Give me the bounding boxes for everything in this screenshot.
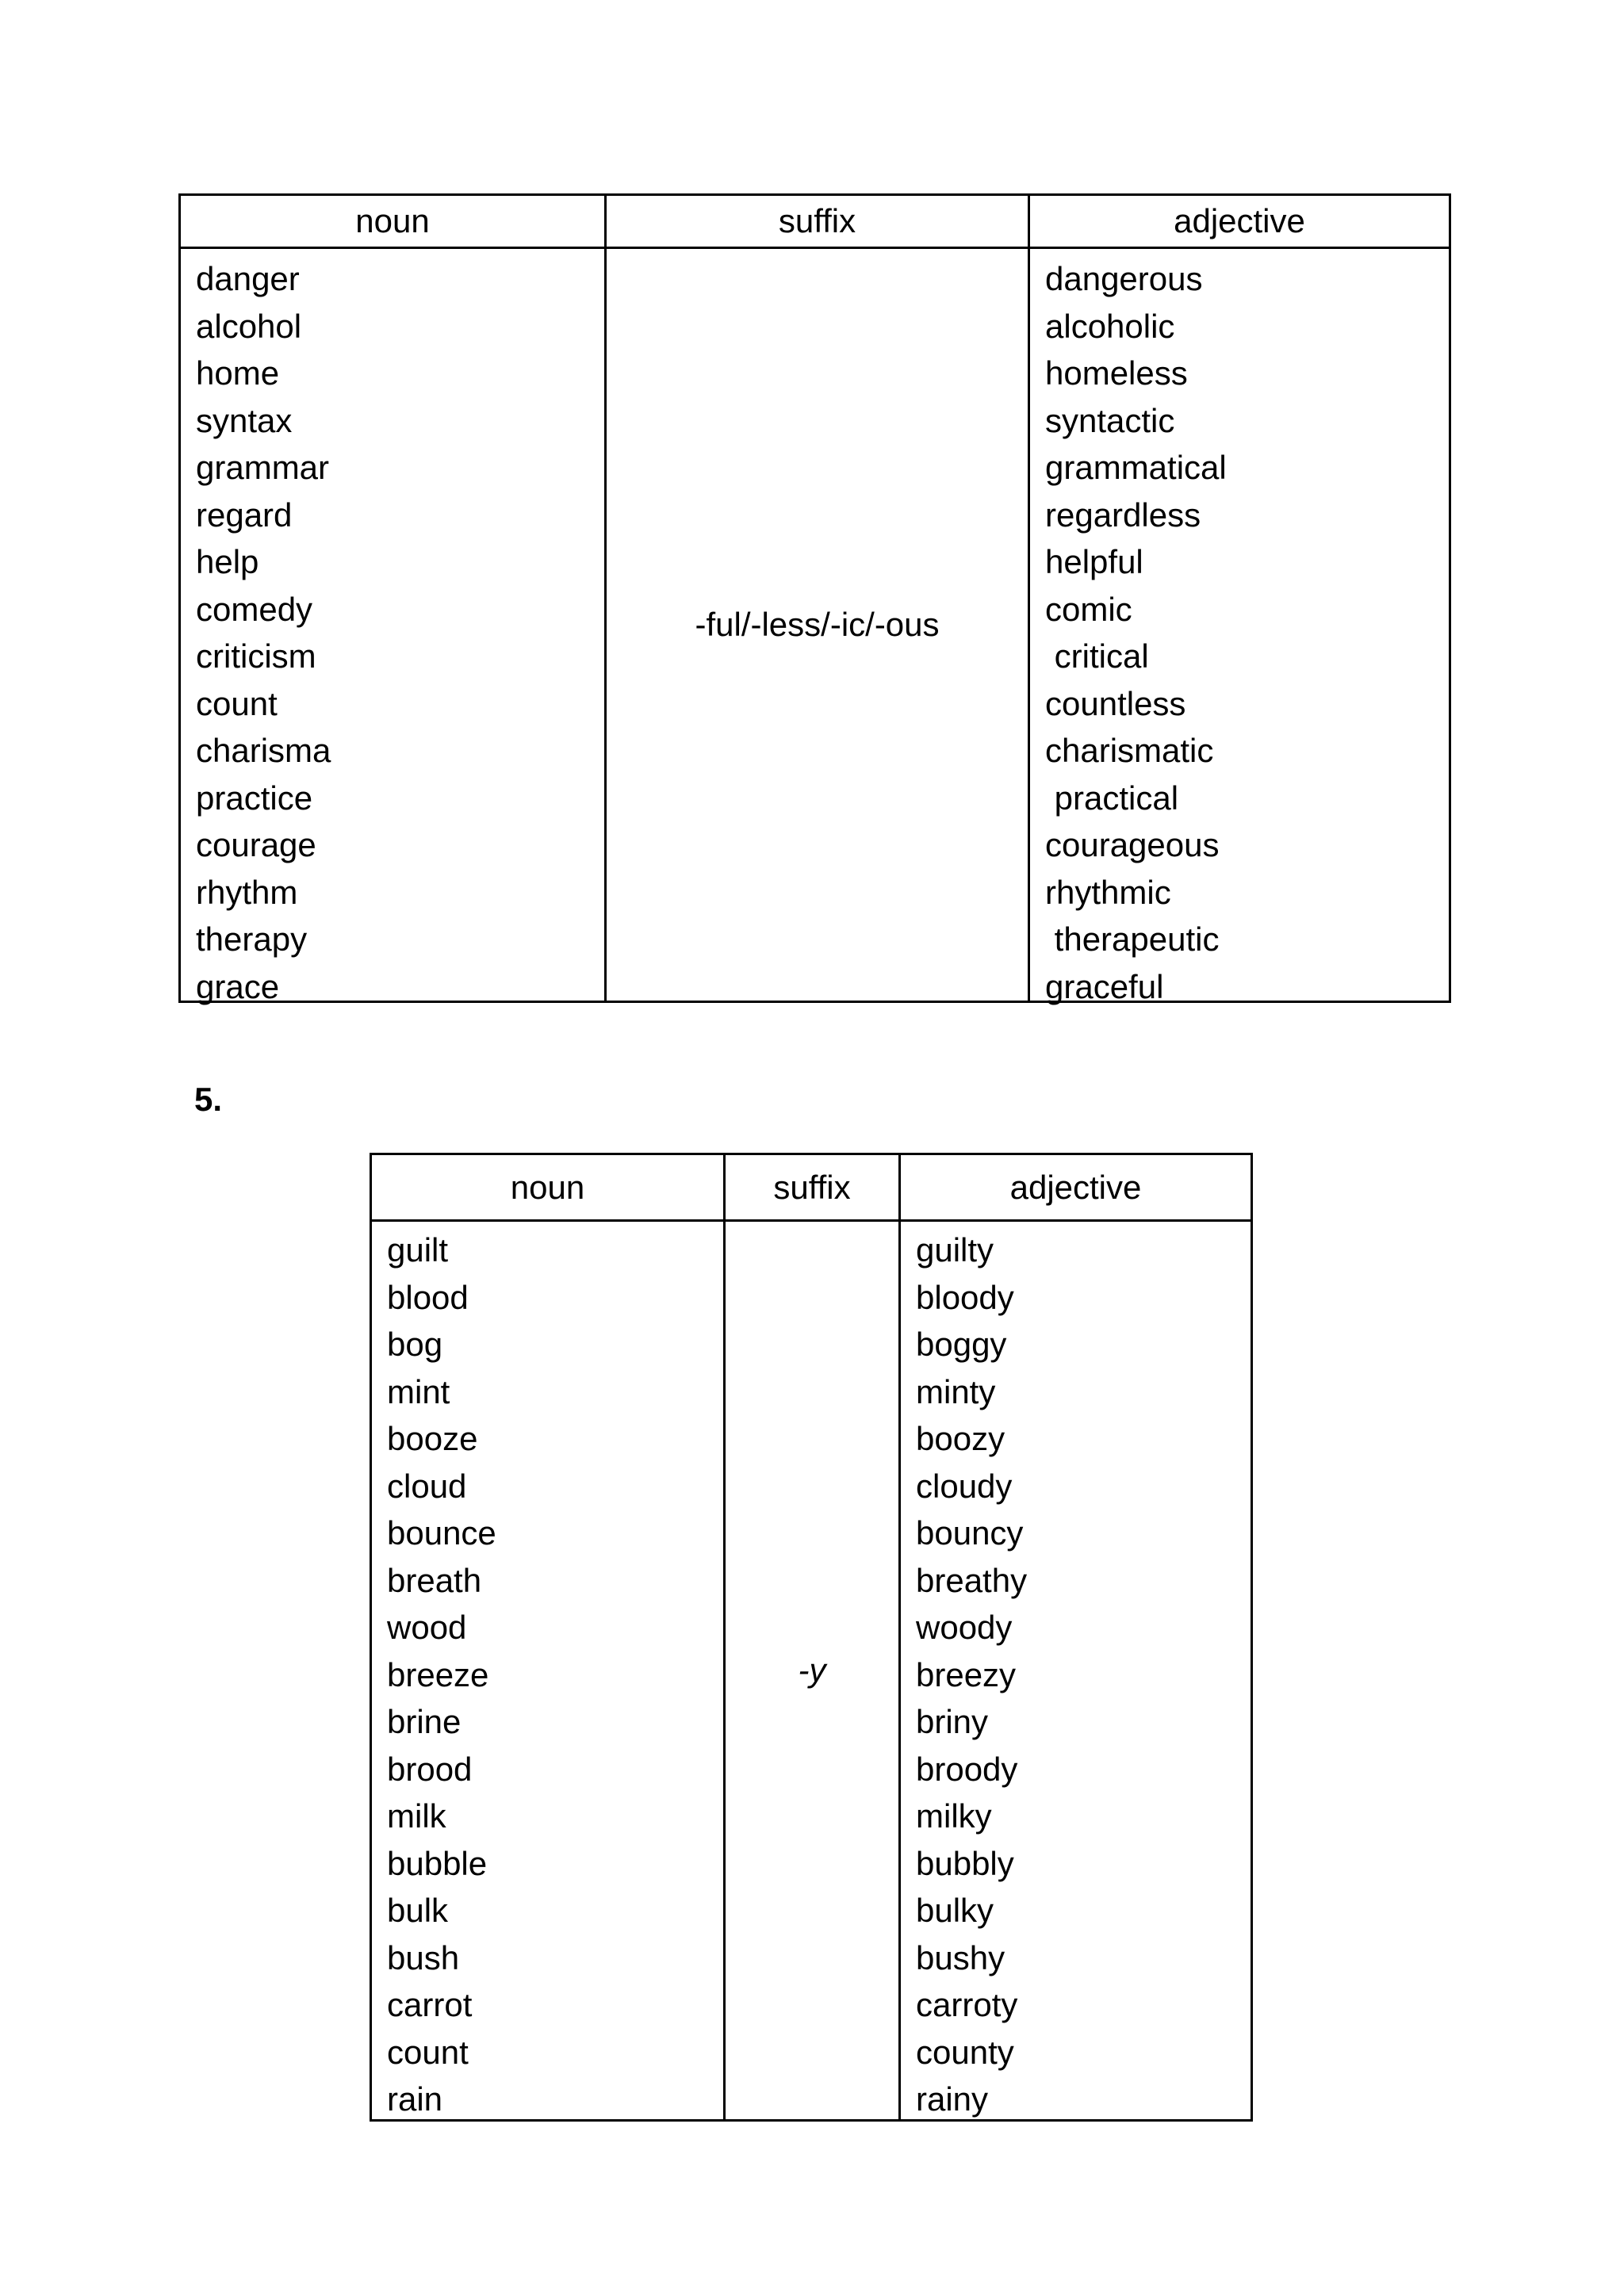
list-item: criticism [196,637,316,675]
list-item: home [196,354,280,392]
list-item: wood [387,1609,467,1646]
list-item: boozy [916,1420,1005,1457]
list-item: countless [1045,684,1186,722]
list-item: bubble [387,1844,488,1882]
list-item: helpful [1045,543,1143,580]
list-item: therapeutic [1045,920,1220,958]
list-item: brood [387,1750,473,1788]
table-suffix-y [370,1153,1253,2122]
list-item: regard [196,496,293,534]
suffix-column [604,249,1028,1001]
adjective-list [1030,249,1449,1010]
header-adjective: adjective [898,1155,1251,1219]
list-item: breathy [916,1561,1028,1599]
list-item: breezy [916,1655,1017,1693]
list-item: breeze [387,1655,489,1693]
list-item: woody [916,1609,1013,1646]
adjective-column [1028,249,1449,1005]
list-item: carroty [916,1986,1018,2023]
list-item: booze [387,1420,478,1457]
list-item: bulk [387,1892,449,1929]
adjective-column [898,1222,1251,2119]
list-item: critical [1045,637,1149,675]
list-item: dangerous [1045,260,1203,297]
list-item: alcoholic [1045,307,1175,345]
list-item: regardless [1045,496,1201,534]
list-item: cloudy [916,1467,1013,1505]
list-item: county [916,2033,1014,2071]
list-item: courageous [1045,826,1220,863]
list-item: bulky [916,1892,994,1929]
header-suffix: suffix [604,196,1028,247]
list-item: minty [916,1372,996,1410]
table-header-row [372,1155,1251,1222]
suffix-label: -ful/-less/-ic/-ous [695,606,940,643]
list-item: charisma [196,732,331,769]
list-item: rhythmic [1045,873,1171,911]
noun-column [372,1222,723,2119]
list-item: guilt [387,1231,449,1269]
list-item: milky [916,1797,992,1835]
header-adjective: adjective [1028,196,1449,247]
list-item: count [387,2033,469,2071]
list-item: grace [196,967,280,1005]
list-item: blood [387,1278,469,1316]
list-item: comedy [196,590,313,628]
header-suffix: suffix [723,1155,898,1219]
list-item: brine [387,1703,462,1740]
list-item: rain [387,2080,443,2118]
list-item: broody [916,1750,1018,1788]
list-item: count [196,684,278,722]
list-item: graceful [1045,967,1164,1005]
list-item: bounce [387,1514,496,1552]
list-item: breath [387,1561,482,1599]
list-item: carrot [387,1986,473,2023]
list-item: mint [387,1372,450,1410]
list-item: boggy [916,1326,1007,1363]
list-item: grammatical [1045,449,1227,486]
header-noun: noun [355,202,430,239]
list-item: bog [387,1326,443,1363]
table-body-row [181,249,1449,1005]
list-item: bouncy [916,1514,1024,1552]
suffix-label: -y [798,1651,826,1689]
list-item: homeless [1045,354,1188,392]
list-item: briny [916,1703,989,1740]
list-item: alcohol [196,307,302,345]
section-number: 5. [194,1081,223,1118]
list-item: milk [387,1797,446,1835]
list-item: cloud [387,1467,467,1505]
list-item: therapy [196,920,308,958]
list-item: comic [1045,590,1132,628]
list-item: grammar [196,449,330,486]
list-item: syntax [196,401,293,439]
list-item: rhythm [196,873,298,911]
table-header-row [181,196,1449,249]
list-item: bubbly [916,1844,1014,1882]
list-item: bush [387,1938,460,1976]
table-body-row [372,1222,1251,2119]
noun-list [181,249,604,1010]
list-item: bushy [916,1938,1005,1976]
list-item: practice [196,779,313,817]
list-item: practical [1045,779,1179,817]
adjective-list [901,1222,1251,2123]
noun-column [181,249,604,1005]
list-item: help [196,543,259,580]
list-item: danger [196,260,300,297]
suffix-column [723,1222,898,2119]
list-item: courage [196,826,316,863]
list-item: charismatic [1045,732,1214,769]
list-item: rainy [916,2080,989,2118]
list-item: bloody [916,1278,1014,1316]
table-suffix-ful-less-ic-ous [178,193,1451,1003]
list-item: guilty [916,1231,994,1269]
header-noun: noun [510,1168,585,1206]
list-item: syntactic [1045,401,1175,439]
noun-list [372,1222,723,2123]
